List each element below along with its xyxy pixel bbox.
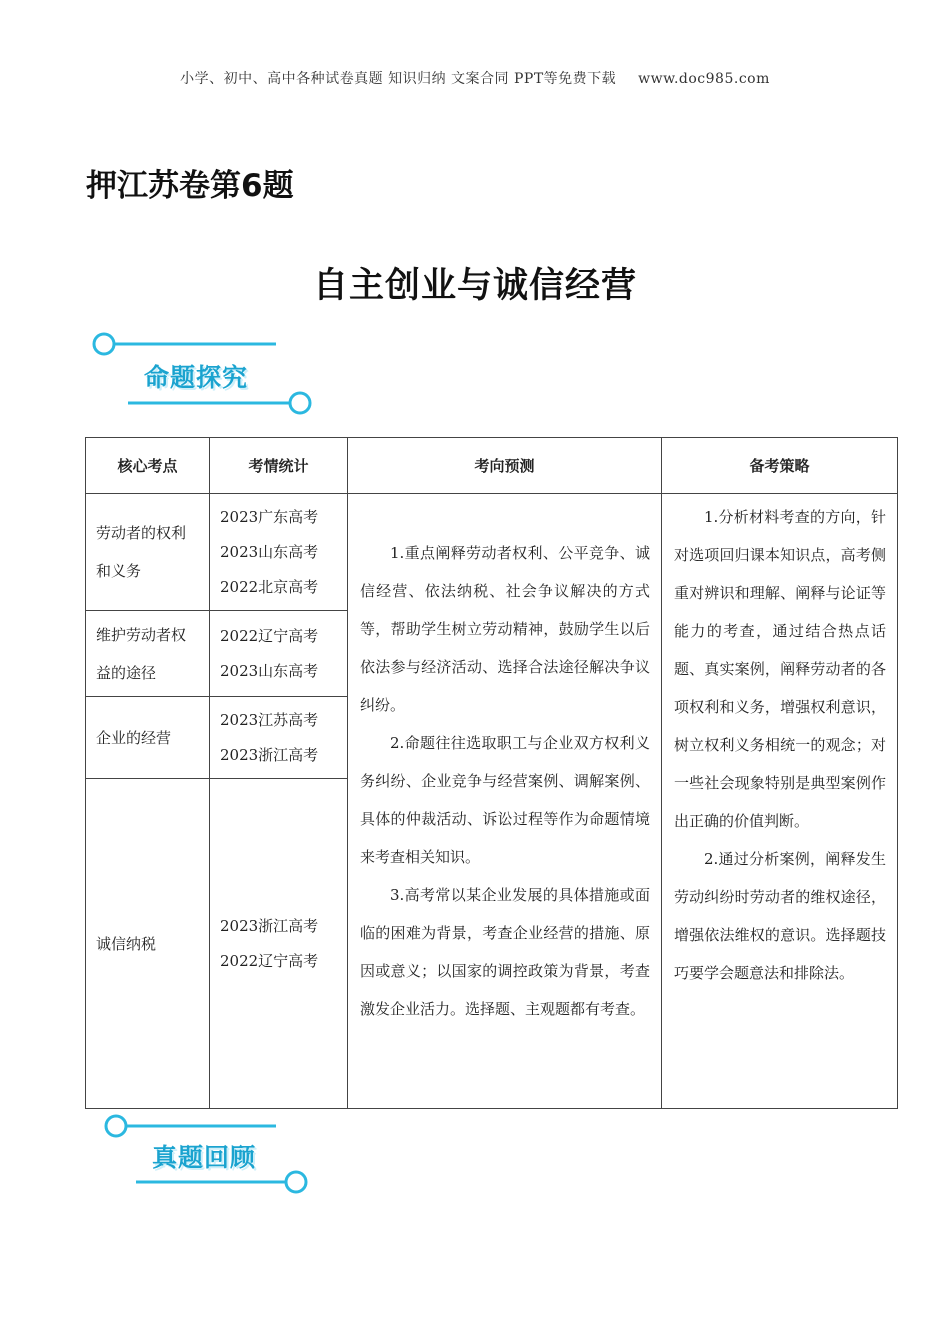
stats-cell [210, 779, 348, 1109]
core-point-cell: 诚信纳税 [86, 779, 210, 1109]
stat-item: 2023浙江高考 [220, 916, 319, 935]
column-header: 考向预测 [348, 438, 662, 494]
prediction-paragraph: 2.命题往往选取职工与企业双方权利义务纠纷、企业竞争与经营案例、调解案例、具体的仲裁活动、诉讼过程等作为命题情境来考查相关知识。 [360, 734, 650, 866]
strategy-paragraph: 1.分析材料考查的方向，针对选项回归课本知识点，高考侧重对辨识和理解、阐释与论证等能力的考查，通过结合热点话题、真实案例，阐释劳动者的各项权利和义务，增强权利意识，树立权利义务相统一的观念；对一些社会现象特别是典型案例作出正确的价值判断。 [674, 508, 886, 830]
stats-cell [210, 611, 348, 697]
stat-item: 2022辽宁高考 [220, 951, 319, 970]
stat-item: 2022辽宁高考 [220, 626, 319, 645]
core-point-cell: 维护劳动者权益的途径 [86, 611, 210, 697]
prediction-cell [348, 494, 662, 1109]
prediction-paragraph: 3.高考常以某企业发展的具体措施或面临的困难为背景，考查企业经营的措施、原因或意义；以国家的调控政策为背景，考查激发企业活力。选择题、主观题都有考查。 [360, 886, 650, 1018]
core-point-cell: 劳动者的权利和义务 [86, 494, 210, 611]
stats-cell [210, 494, 348, 611]
exam-title: 押江苏卷第6题 [86, 168, 294, 204]
exam-analysis-table [85, 437, 898, 1109]
page-header [0, 68, 950, 88]
page-title: 自主创业与诚信经营 [312, 266, 637, 306]
stat-item: 2023江苏高考 [220, 710, 319, 729]
table-row [86, 494, 898, 611]
core-point-cell: 企业的经营 [86, 697, 210, 779]
table-header-row [86, 438, 898, 494]
section-header-proposition [90, 328, 330, 418]
column-header: 核心考点 [86, 438, 210, 494]
column-header: 考情统计 [210, 438, 348, 494]
header-site-link[interactable]: www.doc985.com [638, 71, 770, 87]
section-label-proposition: 命题探究 [144, 363, 249, 392]
header-tagline: 小学、初中、高中各种试卷真题 知识归纳 文案合同 PPT等免费下载 [180, 71, 617, 87]
strategy-paragraph: 2.通过分析案例，阐释发生劳动纠纷时劳动者的维权途径，增强依法维权的意识。选择题技巧要学会题意法和排除法。 [674, 850, 886, 982]
stat-item: 2023广东高考 [220, 507, 319, 526]
stat-item: 2023山东高考 [220, 542, 319, 561]
column-header: 备考策略 [662, 438, 898, 494]
strategy-cell [662, 494, 898, 1109]
stat-item: 2023山东高考 [220, 661, 319, 680]
section-header-review [90, 1110, 330, 1200]
stats-cell [210, 697, 348, 779]
stat-item: 2022北京高考 [220, 577, 319, 596]
section-label-review: 真题回顾 [152, 1143, 257, 1172]
stat-item: 2023浙江高考 [220, 745, 319, 764]
prediction-paragraph: 1.重点阐释劳动者权利、公平竞争、诚信经营、依法纳税、社会争议解决的方式等，帮助学生树立劳动精神，鼓励学生以后依法参与经济活动、选择合法途径解决争议纠纷。 [360, 544, 650, 714]
